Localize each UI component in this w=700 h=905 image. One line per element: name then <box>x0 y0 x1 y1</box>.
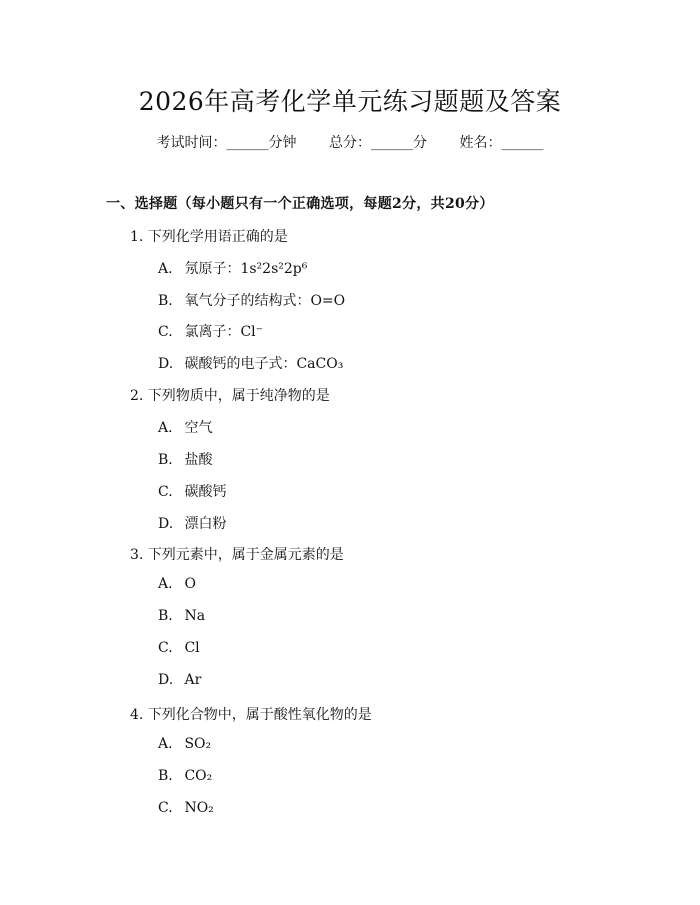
question-2 <box>130 385 330 405</box>
question-number: 1. <box>130 229 144 245</box>
question-stem: 下列化合物中，属于酸性氧化物的是 <box>147 707 372 723</box>
option-1c <box>158 321 263 341</box>
option-text: 盐酸 <box>184 452 213 468</box>
option-letter: A. <box>158 420 173 436</box>
option-text: SO₂ <box>184 736 212 752</box>
question-1 <box>130 226 288 246</box>
exam-time-field: 考试时间：______分钟 <box>156 135 297 151</box>
option-letter: D. <box>158 356 174 372</box>
option-text: 氯离子：Cl⁻ <box>184 324 264 340</box>
option-text: 氖原子：1s²2s²2p⁶ <box>184 261 308 277</box>
option-4b <box>158 768 212 784</box>
option-3b <box>158 608 205 624</box>
question-stem: 下列物质中，属于纯净物的是 <box>147 388 330 404</box>
option-text: 漂白粉 <box>184 516 227 532</box>
option-3a <box>158 576 196 592</box>
student-name-field: 姓名：______ <box>459 135 544 151</box>
option-text: CO₂ <box>184 768 213 784</box>
question-number: 3. <box>130 547 144 563</box>
option-text: 碳酸钙 <box>184 484 227 500</box>
question-number: 4. <box>130 707 144 723</box>
option-letter: C. <box>158 324 173 340</box>
option-letter: C. <box>158 800 173 816</box>
option-3d <box>158 672 201 688</box>
option-2c <box>158 481 226 501</box>
option-letter: C. <box>158 484 173 500</box>
total-score-field: 总分：______分 <box>329 135 427 151</box>
section-heading-multiple-choice: 一、选择题（每小题只有一个正确选项，每题2分，共20分） <box>106 196 494 212</box>
question-3 <box>130 544 344 564</box>
option-text: 空气 <box>184 420 213 436</box>
option-letter: B. <box>158 608 173 624</box>
option-letter: D. <box>158 672 174 688</box>
option-letter: B. <box>158 293 173 309</box>
option-4c <box>158 800 214 816</box>
exam-info-line <box>0 132 700 152</box>
option-3c <box>158 640 200 656</box>
option-text: 氧气分子的结构式：O=O <box>184 293 346 309</box>
option-letter: B. <box>158 452 173 468</box>
option-text: O <box>184 576 196 592</box>
option-2d <box>158 513 226 533</box>
option-text: Cl <box>184 640 200 656</box>
option-1a <box>158 258 307 278</box>
question-number: 2. <box>130 388 144 404</box>
option-letter: A. <box>158 261 173 277</box>
option-letter: B. <box>158 768 173 784</box>
option-letter: C. <box>158 640 173 656</box>
option-2a <box>158 417 212 437</box>
document-title: 2026年高考化学单元练习题题及答案 <box>138 87 562 116</box>
option-2b <box>158 449 212 469</box>
question-4 <box>130 704 372 724</box>
option-text: NO₂ <box>184 800 214 816</box>
option-text: Ar <box>184 672 202 688</box>
question-stem: 下列元素中，属于金属元素的是 <box>147 547 344 563</box>
option-text: Na <box>184 608 206 624</box>
option-4a <box>158 736 211 752</box>
option-letter: A. <box>158 736 173 752</box>
option-1d <box>158 353 343 373</box>
question-stem: 下列化学用语正确的是 <box>147 229 288 245</box>
option-1b <box>158 290 345 310</box>
option-letter: D. <box>158 516 174 532</box>
option-text: 碳酸钙的电子式：CaCO₃ <box>184 356 344 372</box>
option-letter: A. <box>158 576 173 592</box>
